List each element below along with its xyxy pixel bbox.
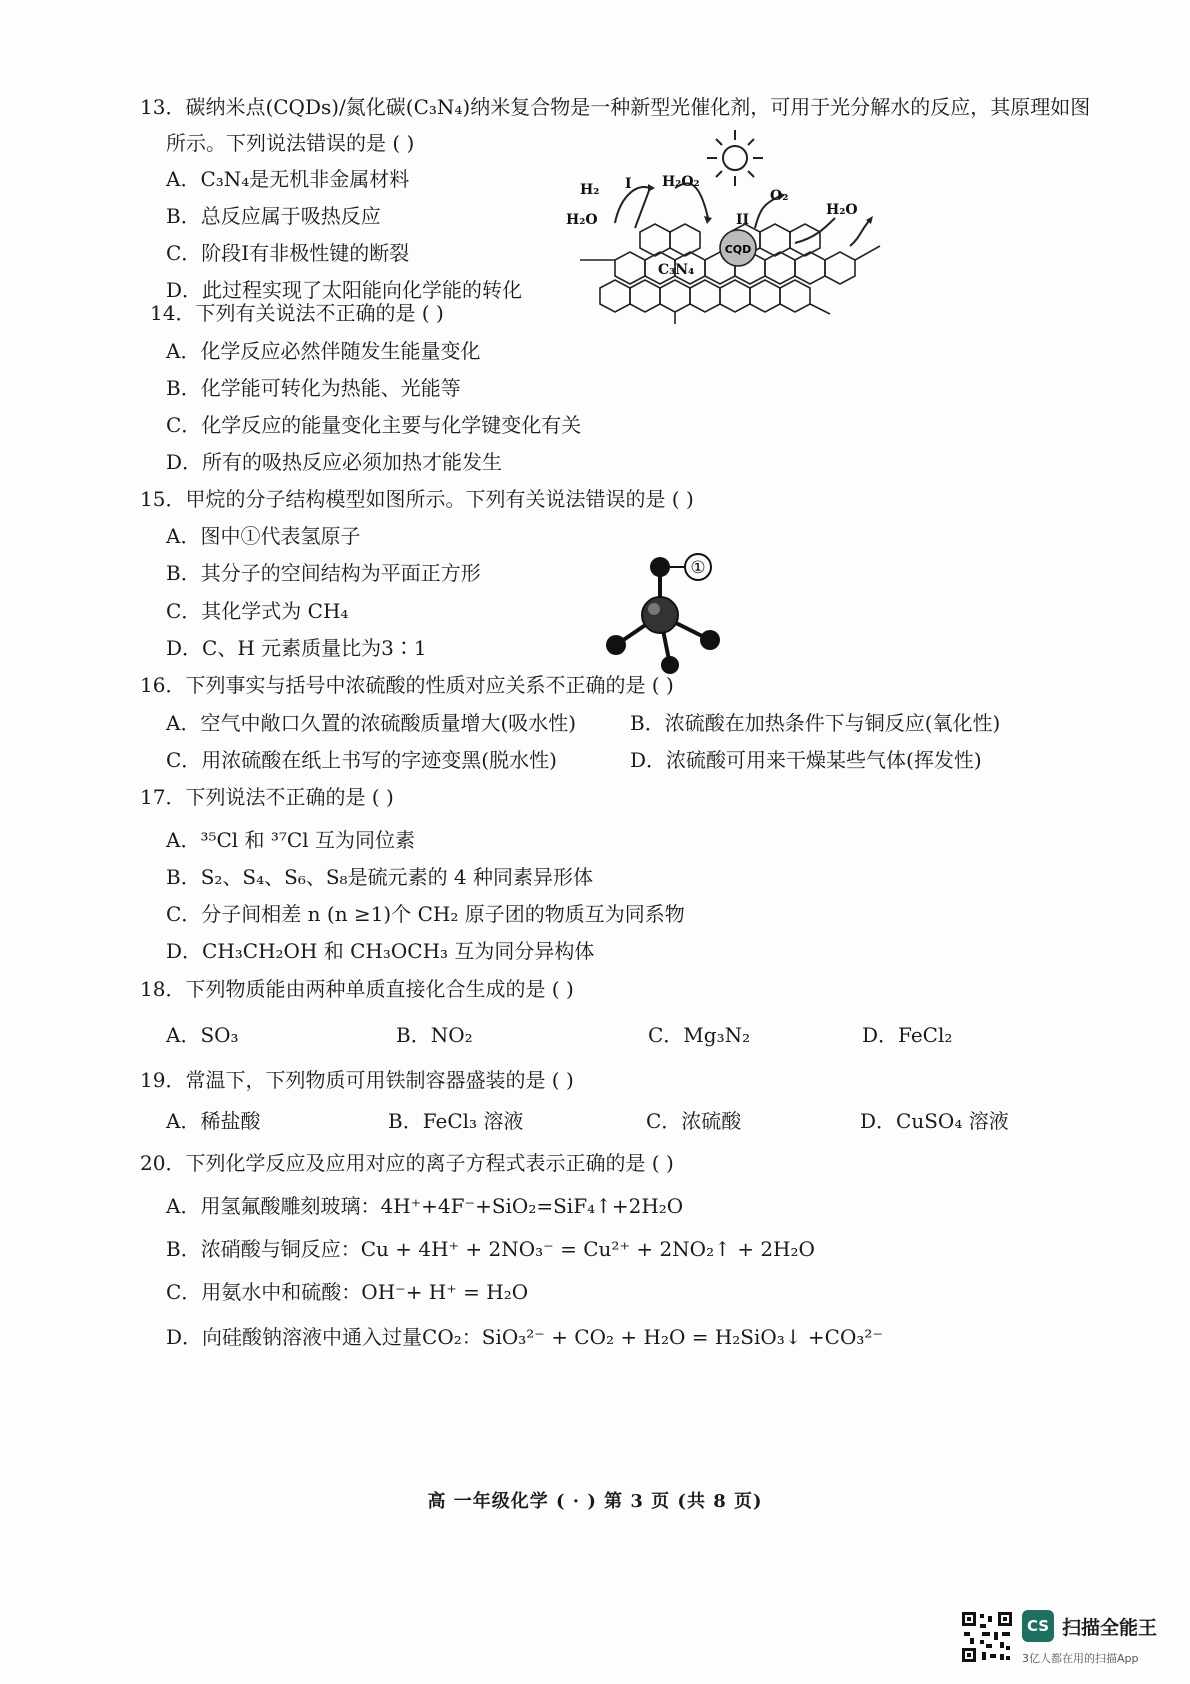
scanner-watermark: [960, 1610, 1170, 1670]
label-h2o2: H₂O₂: [662, 174, 700, 190]
sun-icon: [707, 130, 763, 186]
q13-option-c: C．阶段I有非极性键的断裂: [166, 241, 410, 265]
q14-option-a: A．化学反应必然伴随发生能量变化: [166, 339, 481, 363]
hydrogen-atom: [700, 630, 720, 650]
q17-stem: 17．下列说法不正确的是 ( ): [140, 785, 394, 809]
q17-option-d: D．CH₃CH₂OH 和 CH₃OCH₃ 互为同分异构体: [166, 939, 595, 963]
q16-stem: 16．下列事实与括号中浓硫酸的性质对应关系不正确的是 ( ): [140, 673, 674, 697]
label-o2: O₂: [770, 188, 789, 204]
q20-option-c: C．用氨水中和硫酸：OH⁻+ H⁺ = H₂O: [166, 1280, 529, 1304]
q13-option-b: B．总反应属于吸热反应: [166, 204, 381, 228]
q16-option-d: D．浓硫酸可用来干燥某些气体(挥发性): [630, 748, 982, 772]
q16-option-a: A．空气中敞口久置的浓硫酸质量增大(吸水性): [166, 711, 577, 735]
q20-option-d: D．向硅酸钠溶液中通入过量CO₂：SiO₃²⁻ + CO₂ + H₂O = H₂SiO₃↓ +CO₃²⁻: [166, 1325, 883, 1349]
q14-stem: 14．下列有关说法不正确的是 ( ): [150, 301, 444, 325]
q15-stem: 15．甲烷的分子结构模型如图所示。下列有关说法错误的是 ( ): [140, 487, 694, 511]
scanner-app-name: 扫描全能王: [1062, 1617, 1158, 1639]
q15-option-d: D．C、H 元素质量比为3∶1: [166, 636, 427, 660]
atom-label: ①: [690, 558, 706, 578]
q18-option-d: D．FeCl₂: [862, 1023, 953, 1047]
q14-option-d: D．所有的吸热反应必须加热才能发生: [166, 450, 503, 474]
q18-stem: 18．下列物质能由两种单质直接化合生成的是 ( ): [140, 977, 574, 1001]
label-stage-ii: II: [736, 212, 750, 228]
q20-option-b: B．浓硝酸与铜反应：Cu + 4H⁺ + 2NO₃⁻ = Cu²⁺ + 2NO₂↑ + 2H₂O: [166, 1237, 815, 1261]
q15-option-a: A．图中①代表氢原子: [166, 524, 361, 548]
cqd-label: CQD: [724, 243, 752, 256]
q15-option-c: C．其化学式为 CH₄: [166, 599, 349, 623]
q19-stem: 19．常温下，下列物质可用铁制容器盛装的是 ( ): [140, 1068, 574, 1092]
q15-option-b: B．其分子的空间结构为平面正方形: [166, 561, 481, 585]
photocatalysis-diagram: [566, 128, 910, 328]
label-stage-i: I: [625, 176, 632, 192]
methane-model: [600, 545, 740, 675]
q13-stem-line2: 所示。下列说法错误的是 ( ): [166, 131, 415, 155]
label-h2o-left: H₂O: [566, 212, 598, 228]
page-footer: 高 一年级化学 ( · ) 第 3 页 (共 8 页): [427, 1491, 763, 1512]
label-h2o-right: H₂O: [826, 202, 858, 218]
q18-option-b: B．NO₂: [396, 1023, 473, 1047]
carbon-atom: [642, 597, 678, 633]
q18-option-c: C．Mg₃N₂: [648, 1023, 751, 1047]
q16-option-b: B．浓硫酸在加热条件下与铜反应(氧化性): [630, 711, 1001, 735]
q16-option-c: C．用浓硫酸在纸上书写的字迹变黑(脱水性): [166, 748, 557, 772]
cqd-particle: [720, 230, 756, 266]
label-c3n4: C₃N₄: [658, 262, 695, 278]
q17-option-c: C．分子间相差 n (n ≥1)个 CH₂ 原子团的物质互为同系物: [166, 902, 685, 926]
scanner-slogan: 3亿人都在用的扫描App: [1022, 1652, 1139, 1665]
scanner-logo: CS: [1022, 1610, 1054, 1642]
label-h2: H₂: [580, 182, 600, 198]
q14-option-c: C．化学反应的能量变化主要与化学键变化有关: [166, 413, 582, 437]
q13-stem-line1: 13．碳纳米点(CQDs)/氮化碳(C₃N₄)纳米复合物是一种新型光催化剂，可用于光分解水的反应，其原理如图: [140, 95, 1091, 119]
q19-option-c: C．浓硫酸: [646, 1109, 742, 1133]
hydrogen-atom: [650, 557, 670, 577]
hydrogen-atom: [606, 635, 626, 655]
q20-option-a: A．用氢氟酸雕刻玻璃：4H⁺+4F⁻+SiO₂=SiF₄↑+2H₂O: [166, 1194, 684, 1218]
q13-option-a: A．C₃N₄是无机非金属材料: [166, 167, 410, 191]
q17-option-a: A．³⁵Cl 和 ³⁷Cl 互为同位素: [166, 828, 415, 852]
q13-option-d: D．此过程实现了太阳能向化学能的转化: [166, 278, 523, 302]
q20-stem: 20．下列化学反应及应用对应的离子方程式表示正确的是 ( ): [140, 1151, 674, 1175]
q19-option-b: B．FeCl₃ 溶液: [388, 1109, 524, 1133]
q19-option-a: A．稀盐酸: [166, 1109, 261, 1133]
q17-option-b: B．S₂、S₄、S₆、S₈是硫元素的 4 种同素异形体: [166, 865, 594, 889]
q18-option-a: A．SO₃: [166, 1023, 239, 1047]
q19-option-d: D．CuSO₄ 溶液: [860, 1109, 1009, 1133]
q14-option-b: B．化学能可转化为热能、光能等: [166, 376, 461, 400]
qr-code-icon: [960, 1610, 1014, 1664]
